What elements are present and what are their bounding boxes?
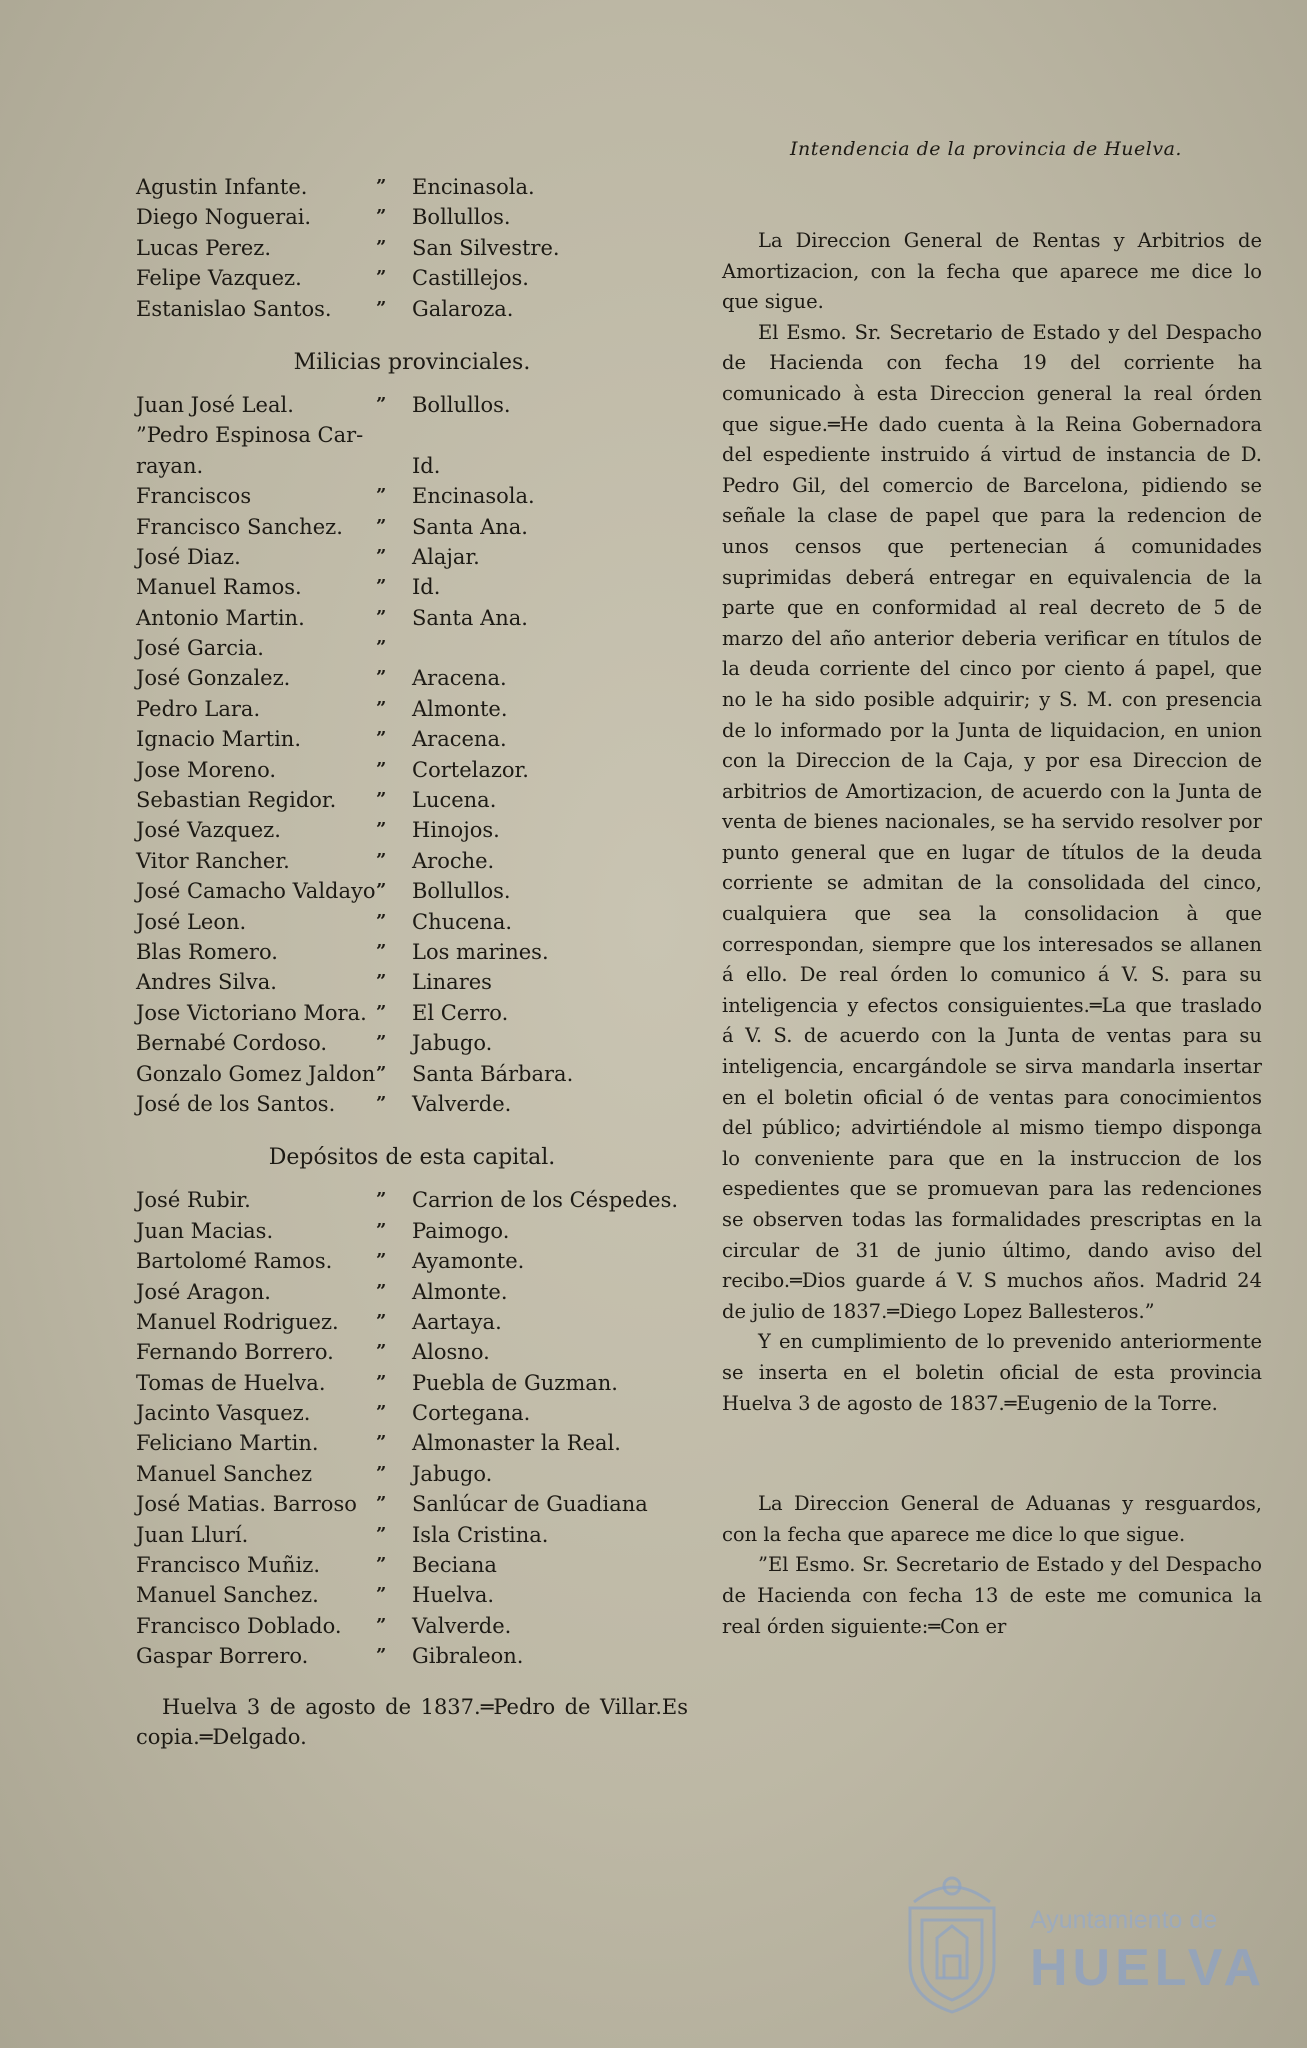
list-item <box>132 420 692 450</box>
place-name: Bollullos. <box>412 205 511 230</box>
person-name: Feliciano Martin. <box>136 1431 319 1456</box>
ditto-mark: ” <box>376 1092 387 1114</box>
list-item <box>132 755 692 785</box>
person-name: Bartolomé Ramos. <box>136 1249 333 1274</box>
ditto-mark: ” <box>376 606 387 628</box>
ditto-mark: ” <box>376 576 387 598</box>
place-name: Los marines. <box>412 939 549 964</box>
list-item <box>132 633 692 663</box>
place-name: Bollullos. <box>412 392 511 417</box>
list-item <box>132 1307 692 1337</box>
list-item <box>132 846 692 876</box>
place-name: Alajar. <box>412 544 480 569</box>
ditto-mark: ” <box>376 1584 387 1606</box>
list-item <box>132 481 692 511</box>
list-item <box>132 1580 692 1610</box>
place-name: Puebla de Guzman. <box>412 1370 618 1395</box>
place-name: Castillejos. <box>412 266 529 291</box>
list-item <box>132 1028 692 1058</box>
ditto-mark: ” <box>376 819 387 841</box>
place-name: Santa Ana. <box>412 514 528 539</box>
ditto-mark: ” <box>376 515 387 537</box>
place-name: Cortegana. <box>412 1401 531 1426</box>
list-item <box>132 663 692 693</box>
names-list-group-2 <box>132 390 692 1119</box>
list-item <box>132 1641 692 1671</box>
ditto-mark: ” <box>376 880 387 902</box>
ditto-mark: ” <box>376 667 387 689</box>
person-name: Jacinto Vasquez. <box>136 1401 311 1426</box>
list-item <box>132 572 692 602</box>
section-title-milicias: Milicias provinciales. <box>293 349 531 375</box>
place-name: Encinasola. <box>412 175 535 199</box>
ditto-mark: ” <box>376 1371 387 1393</box>
list-item <box>132 998 692 1028</box>
person-name: ”Pedro Espinosa Car- <box>136 423 364 448</box>
person-name: Vitor Rancher. <box>136 848 290 873</box>
names-list-group-3 <box>132 1185 692 1671</box>
place-name: Cortelazor. <box>412 757 529 782</box>
paragraph-real-orden: El Esmo. Sr. Secretario de Estado y del Despacho de Hacienda con fecha 19 del corriente ha comunicado à esta Direccion general la real órden que sigue.═He dado cuenta à la Reina Gobernadora del espediente instruido á virtud de instancia de D. Pedro Gil, del comercio de Barcelona, pidiendo se señale la clase de papel que para la redencion de unos censos que pertenecian á comunidades suprimidas deberá entregar en equivalencia de la parte que en conformidad al real decreto de 5 de marzo del año anterior deberia verificar en títulos de la deuda corriente del cinco por ciento á papel, que no le ha sido posible adquirir; y S. M. con presencia de lo informado por la Junta de liquidacion, en union con la Direccion de la Caja, y por esa Direccion de arbitrios de Amortizacion, de acuerdo con la Junta de venta de bienes nacionales, se ha servido resolver por punto general que en lugar de títulos de la deuda corriente se admitan de la consolidada del cinco, cualquiera que sea la consolidacion à que correspondan, siempre que los interesados se allanen á ello. De real órden lo comunico á V. S. para su inteligencia y efectos consiguientes.═La que traslado á V. S. de acuerdo con la Junta de ventas para su inteligencia, encargándole se sirva mandarla insertar en el boletin oficial ó de ventas para conocimientos del público; advirtiéndole al mismo tiempo disponga lo conveniente para que en la instruccion de los espedientes que se promuevan para las redenciones se observen todas las formalidades prescriptas en la circular de 31 de junio último, dando aviso del recibo.═Dios guarde á V. S muchos años. Madrid 24 de julio de 1837.═Diego Lopez Ballesteros.” <box>722 320 1262 1323</box>
ditto-mark: ” <box>376 789 387 811</box>
list-item <box>132 937 692 967</box>
place-name: Paimogo. <box>412 1218 510 1243</box>
person-name: Francisco Doblado. <box>136 1613 342 1638</box>
list-item <box>132 451 692 481</box>
list-item <box>132 1428 692 1458</box>
list-item <box>132 815 692 845</box>
list-item <box>132 1459 692 1489</box>
list-item <box>132 1337 692 1367</box>
watermark-text-ayuntamiento: Ayuntamiento de <box>1030 1906 1218 1934</box>
ditto-mark: ” <box>376 1032 387 1054</box>
ditto-mark: ” <box>376 910 387 932</box>
ditto-mark: ” <box>376 971 387 993</box>
ditto-mark: ” <box>376 1062 387 1084</box>
place-name: Hinojos. <box>412 818 500 843</box>
list-item <box>132 1185 692 1215</box>
ditto-mark: ” <box>376 1189 387 1211</box>
person-name: Gaspar Borrero. <box>136 1644 309 1669</box>
place-name: Encinasola. <box>412 484 535 509</box>
ditto-mark: ” <box>376 1250 387 1272</box>
person-name: Jose Moreno. <box>136 757 277 782</box>
place-name: Valverde. <box>412 1613 512 1638</box>
paragraph-rentas-intro: La Direccion General de Rentas y Arbitrios de Amortizacion, con la fecha que aparece me dice lo que sigue. <box>722 229 1262 314</box>
ditto-mark: ” <box>376 393 387 415</box>
right-column <box>722 226 1262 1642</box>
person-name: José Matias. Barroso <box>136 1492 357 1517</box>
list-item <box>132 202 692 232</box>
list-item <box>132 1368 692 1398</box>
place-name: Lucena. <box>412 788 497 813</box>
ditto-mark: ” <box>376 1219 387 1241</box>
person-name: Franciscos <box>136 484 252 509</box>
place-name: Beciana <box>412 1553 497 1578</box>
list-item <box>132 694 692 724</box>
list-item <box>132 172 692 202</box>
place-name: Aracena. <box>412 666 507 691</box>
list-item <box>132 1277 692 1307</box>
person-name: Agustin Infante. <box>136 175 308 199</box>
person-name: Pedro Lara. <box>136 696 261 721</box>
list-item <box>132 294 692 324</box>
list-item <box>132 1089 692 1119</box>
paragraph-aduanas-orden: ”El Esmo. Sr. Secretario de Estado y del Despacho de Hacienda con fecha 13 de este me comunica la real órden siguiente:═Con er <box>722 1553 1262 1638</box>
person-name: José Vazquez. <box>136 818 281 843</box>
person-name: Andres Silva. <box>136 970 277 995</box>
person-name: José Leon. <box>136 909 247 934</box>
person-name: Antonio Martin. <box>136 605 305 630</box>
ditto-mark: ” <box>376 1280 387 1302</box>
person-name: Francisco Sanchez. <box>136 514 343 539</box>
ditto-mark: ” <box>376 758 387 780</box>
place-name: Carrion de los Céspedes. <box>412 1188 679 1213</box>
paragraph-cumplimiento: Y en cumplimiento de lo prevenido anteriormente se inserta en el boletin oficial de esta provincia Huelva 3 de agosto de 1837.═Eugenio de la Torre. <box>722 1330 1262 1415</box>
person-name: Francisco Muñiz. <box>136 1553 320 1578</box>
ditto-mark: ” <box>376 176 387 197</box>
person-name: José Camacho Valdayo <box>136 879 376 904</box>
person-name: Diego Noguerai. <box>136 205 312 230</box>
place-name: San Silvestre. <box>412 235 560 260</box>
list-item <box>132 542 692 572</box>
ditto-mark: ” <box>376 1462 387 1484</box>
ditto-mark: ” <box>376 728 387 750</box>
running-title: Intendencia de la provincia de Huelva. <box>790 138 1182 160</box>
ditto-mark: ” <box>376 637 387 659</box>
person-name: José de los Santos. <box>136 1091 336 1116</box>
paragraph-separator <box>722 1419 1262 1489</box>
place-name: Jabugo. <box>412 1031 493 1056</box>
list-item <box>132 1520 692 1550</box>
ditto-mark: ” <box>376 206 387 228</box>
list-item <box>132 785 692 815</box>
person-name: Juan Llurí. <box>136 1522 249 1547</box>
person-name: Manuel Rodriguez. <box>136 1309 339 1334</box>
place-name: Alosno. <box>412 1340 490 1365</box>
place-name: Santa Bárbara. <box>412 1061 574 1086</box>
ditto-mark: ” <box>376 1341 387 1363</box>
place-name: Almonte. <box>412 1279 508 1304</box>
ditto-mark: ” <box>376 297 387 319</box>
person-name: Manuel Sanchez <box>136 1461 313 1486</box>
place-name: Ayamonte. <box>412 1249 525 1274</box>
place-name: Almonaster la Real. <box>412 1431 621 1456</box>
place-name: Aroche. <box>412 848 495 873</box>
list-item <box>132 724 692 754</box>
list-item <box>132 967 692 997</box>
person-name: José Garcia. <box>136 636 264 661</box>
person-name: Juan Macias. <box>136 1218 274 1243</box>
ditto-mark: ” <box>376 1001 387 1023</box>
closing-text: Huelva 3 de agosto de 1837.═Pedro de Villar.Es copia.═Delgado. <box>136 1694 688 1749</box>
person-name: Sebastian Regidor. <box>136 788 337 813</box>
place-name: El Cerro. <box>412 1000 509 1025</box>
place-name: Santa Ana. <box>412 605 528 630</box>
ditto-mark: ” <box>376 697 387 719</box>
person-name: Fernando Borrero. <box>136 1340 334 1365</box>
coat-of-arms-icon <box>892 1868 1012 2016</box>
person-name: Juan José Leal. <box>136 392 294 417</box>
place-name: Galaroza. <box>412 296 514 321</box>
place-name: Bollullos. <box>412 879 511 904</box>
list-item <box>132 1398 692 1428</box>
ditto-mark: ” <box>376 940 387 962</box>
list-item <box>132 263 692 293</box>
person-name: Ignacio Martin. <box>136 727 301 752</box>
person-name: Blas Romero. <box>136 939 278 964</box>
ditto-mark: ” <box>376 849 387 871</box>
list-item <box>132 907 692 937</box>
person-name: Felipe Vazquez. <box>136 266 302 291</box>
place-name: Chucena. <box>412 909 513 934</box>
names-list-group-1 <box>132 172 692 324</box>
ditto-mark: ” <box>376 1614 387 1636</box>
person-name: Lucas Perez. <box>136 235 272 260</box>
person-name: Manuel Sanchez. <box>136 1583 319 1608</box>
list-item <box>132 233 692 263</box>
place-name: Sanlúcar de Guadiana <box>412 1492 648 1517</box>
list-item <box>132 512 692 542</box>
list-item <box>132 1059 692 1089</box>
place-name: Valverde. <box>412 1091 512 1116</box>
person-name: José Gonzalez. <box>136 666 291 691</box>
ditto-mark: ” <box>376 1310 387 1332</box>
place-name: Linares <box>412 970 492 995</box>
person-name: Gonzalo Gomez Jaldon <box>136 1061 376 1086</box>
left-column <box>132 172 692 1752</box>
place-name: Id. <box>412 575 441 600</box>
closing-signature <box>132 1692 692 1752</box>
ditto-mark: ” <box>376 267 387 289</box>
list-item <box>132 390 692 420</box>
list-item <box>132 1216 692 1246</box>
person-name: Estanislao Santos. <box>136 296 332 321</box>
ditto-mark: ” <box>376 1402 387 1424</box>
place-name: Gibraleon. <box>412 1644 524 1669</box>
person-name: Manuel Ramos. <box>136 575 302 600</box>
paragraph-aduanas-intro: La Direccion General de Aduanas y resguardos, con la fecha que aparece me dice lo que sigue. <box>722 1492 1262 1546</box>
place-name: Aracena. <box>412 727 507 752</box>
watermark-text-huelva: HUELVA <box>1030 1939 1267 1997</box>
ditto-mark: ” <box>376 1645 387 1667</box>
list-item <box>132 1489 692 1519</box>
place-name: Huelva. <box>412 1583 495 1608</box>
ditto-mark: ” <box>376 236 387 258</box>
ditto-mark: ” <box>376 1523 387 1545</box>
person-name: rayan. <box>136 453 204 478</box>
person-name: José Diaz. <box>136 544 241 569</box>
list-item <box>132 1550 692 1580</box>
list-item <box>132 876 692 906</box>
person-name: José Aragon. <box>136 1279 271 1304</box>
place-name: Isla Cristina. <box>412 1522 549 1547</box>
list-item <box>132 603 692 633</box>
ditto-mark: ” <box>376 1554 387 1576</box>
place-name: Aartaya. <box>412 1309 502 1334</box>
place-name: Almonte. <box>412 696 508 721</box>
list-item <box>132 1611 692 1641</box>
ditto-mark: ” <box>376 1493 387 1515</box>
person-name: Bernabé Cordoso. <box>136 1031 328 1056</box>
person-name: José Rubir. <box>136 1188 251 1213</box>
ditto-mark: ” <box>376 1432 387 1454</box>
person-name: Jose Victoriano Mora. <box>136 1000 367 1025</box>
person-name: Tomas de Huelva. <box>136 1370 326 1395</box>
section-title-depositos: Depósitos de esta capital. <box>268 1145 556 1171</box>
place-name: Id. <box>412 453 441 478</box>
ditto-mark: ” <box>376 485 387 507</box>
list-item <box>132 1246 692 1276</box>
ditto-mark: ” <box>376 545 387 567</box>
place-name: Jabugo. <box>412 1461 493 1486</box>
watermark <box>892 1868 1267 2018</box>
